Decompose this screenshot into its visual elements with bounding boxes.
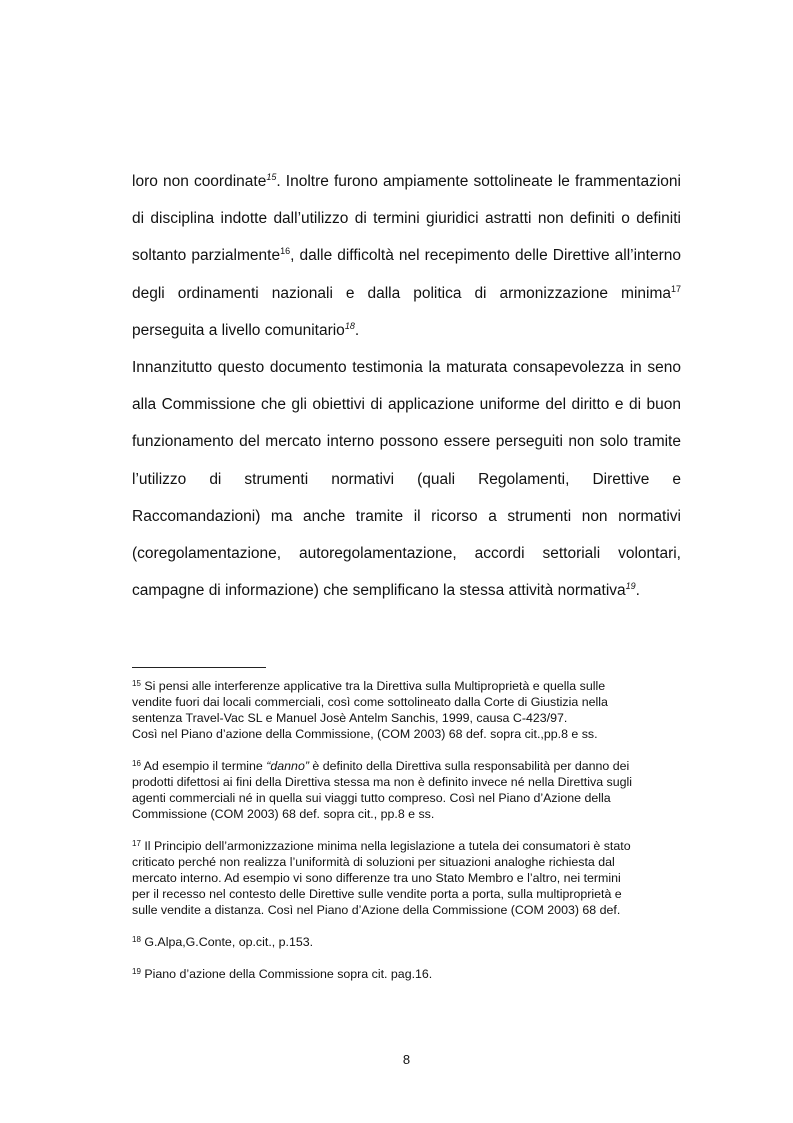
footnote-15: [132, 678, 681, 742]
text-run: . Inoltre furono ampiamente sottolineate le frammentazioni di disciplina indotte dall’utilizzo di termini giuridici astratti non definiti o definiti soltanto parzialmente: [132, 173, 681, 265]
footnotes: [132, 678, 681, 998]
footnote-19: [132, 966, 681, 982]
footnote-16: [132, 758, 681, 822]
footnote-number: 15: [132, 679, 141, 688]
text-run: .: [635, 582, 640, 600]
footnote-number: 17: [132, 839, 141, 848]
footnote-number: 16: [132, 759, 141, 768]
paragraph-1: [132, 163, 681, 349]
footnote-line: [132, 678, 681, 694]
footnote-text: G.Alpa,G.Conte, op.cit., p.153.: [140, 935, 314, 949]
footnote-line: [132, 758, 681, 774]
text-run: perseguita a livello comunitario: [132, 321, 345, 339]
footnote-ref-17[interactable]: 17: [670, 283, 681, 294]
footnote-line: [132, 966, 681, 982]
text-run: .: [354, 321, 360, 339]
footnote-line: agenti commerciali né in quella sui viaggi tutto compreso. Così nel Piano d’Azione della: [132, 791, 611, 805]
footnote-ref-18[interactable]: 18: [344, 320, 355, 331]
footnote-line: Commissione (COM 2003) 68 def. sopra cit., pp.8 e ss.: [132, 807, 435, 821]
footnote-text: Ad esempio il termine: [140, 759, 267, 773]
footnote-17: [132, 838, 681, 918]
footnote-text: Piano d’azione della Commissione sopra cit. pag.16.: [140, 967, 433, 981]
footnote-text: Si pensi alle interferenze applicative tra la Direttiva sulla Multiproprietà e quella sulle: [140, 679, 606, 693]
footnote-line: per il recesso nel contesto delle Direttive sulle vendite porta a porta, sulla multiproprietà e: [132, 887, 622, 901]
footnote-line: [132, 934, 681, 950]
text-run: loro non coordinate: [132, 173, 267, 190]
footnote-line: Così nel Piano d’azione della Commissione, (COM 2003) 68 def. sopra cit.,pp.8 e ss.: [132, 727, 598, 741]
paragraph-2: [132, 349, 681, 609]
footnote-number: 19: [132, 967, 141, 976]
footnote-line: criticato perché non realizza l’uniformità di soluzioni per situazioni analoghe richiesta dal: [132, 855, 615, 869]
footnote-ref-16[interactable]: 16: [280, 246, 291, 257]
footnote-line: vendite fuori dai locali commerciali, così come sottolineato dalla Corte di Giustizia nella: [132, 695, 608, 709]
footnote-line: sentenza Travel-Vac SL e Manuel Josè Antelm Sanchis, 1999, causa C-423/97.: [132, 711, 568, 725]
footnote-ref-19[interactable]: 19: [625, 581, 636, 592]
footnote-number: 18: [132, 935, 141, 944]
footnote-line: [132, 838, 681, 854]
footnote-ref-15[interactable]: 15: [266, 172, 277, 182]
main-text: [132, 163, 681, 609]
text-run: , dalle difficoltà nel recepimento delle Direttive all’interno degli ordinamenti nazionali e dalla politica di armonizzazione minima: [132, 247, 681, 302]
footnote-separator: [132, 667, 266, 668]
text-run: Innanzitutto questo documento testimonia la maturata consapevolezza in seno alla Commissione che gli obiettivi di applicazione uniforme del diritto e di buon funzionamento del mercato interno possono essere perseguiti non solo tramite l’utilizzo di strumenti normativi (quali Regolamenti, Direttive e Raccomandazioni) ma anche tramite il ricorso a strumenti non normativi (coregolamentazione, autoregolamentazione, accordi settoriali volontari, campagne di informazione) che semplificano la stessa attività normativa: [132, 359, 681, 600]
footnote-line: prodotti difettosi ai fini della Direttiva stessa ma non è definito invece né nella Direttiva sugli: [132, 775, 633, 789]
footnote-emphasis: “danno”: [266, 759, 309, 773]
footnote-text: è definito della Direttiva sulla responsabilità per danno dei: [308, 759, 630, 773]
footnote-line: sulle vendite a distanza. Così nel Piano d’Azione della Commissione (COM 2003) 68 def.: [132, 903, 621, 917]
footnote-text: Il Principio dell’armonizzazione minima nella legislazione a tutela dei consumatori è stato: [140, 839, 631, 853]
page-number: 8: [402, 1052, 411, 1067]
footnote-line: mercato interno. Ad esempio vi sono differenze tra uno Stato Membro e l’altro, nei termini: [132, 871, 621, 885]
footnote-18: [132, 934, 681, 950]
